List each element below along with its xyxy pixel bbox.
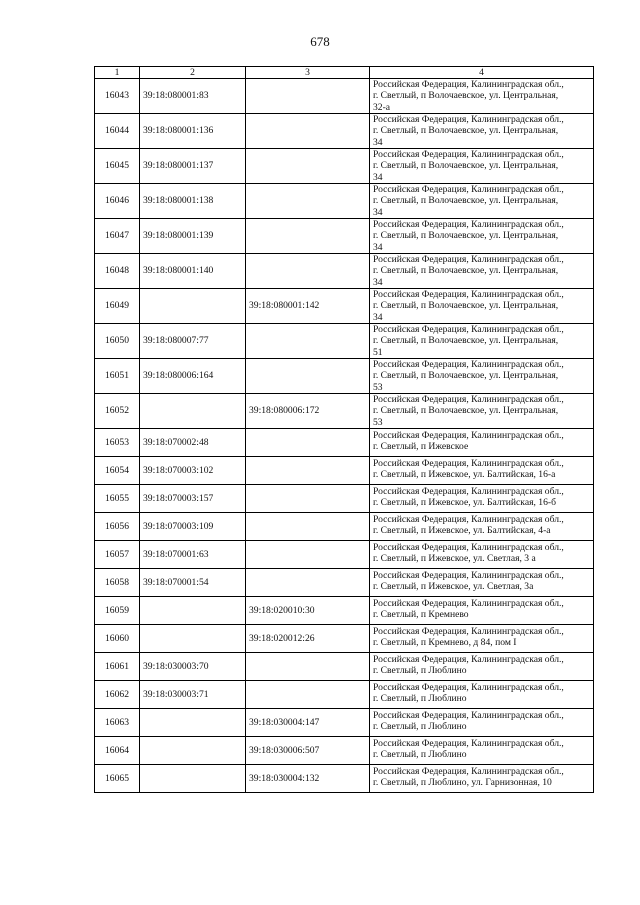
cadastral-number-cell: 39:18:030003:71 (140, 681, 246, 709)
address-cell (370, 254, 594, 289)
address-line: г. Светлый, п Волочаевское, ул. Центральная, (373, 370, 559, 382)
table-header-row (95, 67, 594, 79)
address-cell (370, 359, 594, 394)
cadastral-number-cell: 39:18:080001:136 (140, 114, 246, 149)
table-row (95, 541, 594, 569)
table-row (95, 429, 594, 457)
cadastral-number-alt-cell: 39:18:080006:172 (246, 394, 370, 429)
table-row (95, 254, 594, 289)
address-line: 34 (373, 171, 383, 183)
address-cell (370, 625, 594, 653)
column-header: 2 (140, 67, 246, 79)
table-row (95, 681, 594, 709)
row-number-cell: 16045 (95, 149, 140, 184)
cadastral-number-cell: 39:18:070001:63 (140, 541, 246, 569)
cadastral-number-alt-cell (246, 359, 370, 394)
table-row (95, 569, 594, 597)
address-line: Российская Федерация, Калининградская обл., (373, 626, 564, 637)
cadastral-number-alt-cell (246, 681, 370, 709)
cadastral-number-cell (140, 289, 246, 324)
table-row (95, 149, 594, 184)
address-cell (370, 149, 594, 184)
address-line: Российская Федерация, Калининградская обл., (373, 324, 564, 335)
address-line: Российская Федерация, Калининградская обл., (373, 79, 564, 90)
table-row (95, 359, 594, 394)
address-cell (370, 597, 594, 625)
address-cell (370, 219, 594, 254)
table-row (95, 219, 594, 254)
address-line: 34 (373, 241, 383, 253)
address-line: Российская Федерация, Калининградская обл., (373, 514, 564, 525)
address-line: Российская Федерация, Калининградская обл., (373, 682, 564, 693)
address-line: 34 (373, 311, 383, 323)
cadastral-number-cell: 39:18:070003:102 (140, 457, 246, 485)
address-line: г. Светлый, п Ижевское, ул. Светлая, 3а (373, 581, 534, 593)
cadastral-number-alt-cell: 39:18:030004:132 (246, 765, 370, 793)
address-line: г. Светлый, п Ижевское, ул. Светлая, 3 а (373, 553, 536, 565)
address-line: Российская Федерация, Калининградская обл., (373, 254, 564, 265)
cadastral-number-alt-cell: 39:18:020012:26 (246, 625, 370, 653)
table-row (95, 324, 594, 359)
cadastral-number-cell: 39:18:080001:139 (140, 219, 246, 254)
address-line: Российская Федерация, Калининградская обл., (373, 458, 564, 469)
address-line: г. Светлый, п Волочаевское, ул. Центральная, (373, 125, 559, 137)
cadastral-number-cell (140, 709, 246, 737)
cadastral-number-alt-cell: 39:18:080001:142 (246, 289, 370, 324)
cadastral-number-alt-cell (246, 149, 370, 184)
row-number-cell: 16054 (95, 457, 140, 485)
cadastral-number-alt-cell (246, 79, 370, 114)
row-number-cell: 16053 (95, 429, 140, 457)
table-row (95, 114, 594, 149)
cadastral-number-alt-cell: 39:18:020010:30 (246, 597, 370, 625)
cadastral-number-alt-cell (246, 653, 370, 681)
address-line: г. Светлый, п Волочаевское, ул. Центральная, (373, 300, 559, 312)
table-row (95, 485, 594, 513)
cadastral-number-cell: 39:18:070003:109 (140, 513, 246, 541)
address-line: Российская Федерация, Калининградская обл., (373, 114, 564, 125)
cadastral-number-alt-cell (246, 114, 370, 149)
address-cell (370, 394, 594, 429)
row-number-cell: 16055 (95, 485, 140, 513)
table-row (95, 737, 594, 765)
column-header: 3 (246, 67, 370, 79)
address-line: г. Светлый, п Ижевское, ул. Балтийская, 4-а (373, 525, 551, 537)
cadastral-number-cell (140, 625, 246, 653)
address-cell (370, 765, 594, 793)
address-line: Российская Федерация, Калининградская обл., (373, 542, 564, 553)
address-line: г. Светлый, п Люблино (373, 693, 467, 705)
address-line: г. Светлый, п Ижевское, ул. Балтийская, 16-а (373, 469, 556, 481)
cadastral-number-cell: 39:18:080001:137 (140, 149, 246, 184)
cadastral-number-alt-cell (246, 254, 370, 289)
table-row (95, 457, 594, 485)
row-number-cell: 16051 (95, 359, 140, 394)
cadastral-number-alt-cell (246, 569, 370, 597)
row-number-cell: 16064 (95, 737, 140, 765)
table-row (95, 79, 594, 114)
row-number-cell: 16044 (95, 114, 140, 149)
address-cell (370, 457, 594, 485)
address-line: г. Светлый, п Волочаевское, ул. Центральная, (373, 160, 559, 172)
table-body (95, 79, 594, 793)
address-cell (370, 513, 594, 541)
cadastral-number-cell: 39:18:080001:138 (140, 184, 246, 219)
address-line: г. Светлый, п Волочаевское, ул. Центральная, (373, 195, 559, 207)
address-line: 51 (373, 346, 383, 358)
address-line: Российская Федерация, Калининградская обл., (373, 394, 564, 405)
address-line: Российская Федерация, Калининградская обл., (373, 766, 564, 777)
address-line: г. Светлый, п Кремнево, д 84, пом I (373, 637, 517, 649)
cadastral-number-alt-cell (246, 457, 370, 485)
address-line: г. Светлый, п Волочаевское, ул. Центральная, (373, 90, 559, 102)
address-cell (370, 289, 594, 324)
row-number-cell: 16061 (95, 653, 140, 681)
cadastral-number-cell: 39:18:070003:157 (140, 485, 246, 513)
cadastral-number-cell: 39:18:070001:54 (140, 569, 246, 597)
address-cell (370, 653, 594, 681)
row-number-cell: 16046 (95, 184, 140, 219)
address-line: г. Светлый, п Волочаевское, ул. Центральная, (373, 335, 559, 347)
row-number-cell: 16060 (95, 625, 140, 653)
table-row (95, 513, 594, 541)
table-row (95, 184, 594, 219)
cadastral-number-alt-cell (246, 485, 370, 513)
cadastral-number-cell (140, 597, 246, 625)
cadastral-number-cell: 39:18:080001:83 (140, 79, 246, 114)
address-cell (370, 737, 594, 765)
row-number-cell: 16058 (95, 569, 140, 597)
address-cell (370, 709, 594, 737)
address-line: Российская Федерация, Калининградская обл., (373, 219, 564, 230)
address-line: г. Светлый, п Волочаевское, ул. Центральная, (373, 405, 559, 417)
address-cell (370, 324, 594, 359)
address-cell (370, 79, 594, 114)
address-line: Российская Федерация, Калининградская обл., (373, 359, 564, 370)
row-number-cell: 16049 (95, 289, 140, 324)
address-cell (370, 485, 594, 513)
address-line: Российская Федерация, Калининградская обл., (373, 654, 564, 665)
row-number-cell: 16047 (95, 219, 140, 254)
address-line: Российская Федерация, Калининградская обл., (373, 598, 564, 609)
cadastral-number-alt-cell (246, 429, 370, 457)
address-line: Российская Федерация, Калининградская обл., (373, 570, 564, 581)
address-cell (370, 429, 594, 457)
cadastral-number-alt-cell: 39:18:030004:147 (246, 709, 370, 737)
address-line: 32-а (373, 101, 391, 113)
row-number-cell: 16043 (95, 79, 140, 114)
address-cell (370, 541, 594, 569)
cadastral-number-alt-cell (246, 324, 370, 359)
row-number-cell: 16059 (95, 597, 140, 625)
cadastral-number-alt-cell (246, 219, 370, 254)
row-number-cell: 16050 (95, 324, 140, 359)
table-row (95, 289, 594, 324)
address-line: г. Светлый, п Люблино (373, 665, 467, 677)
cadastral-number-cell (140, 737, 246, 765)
cadastral-number-alt-cell: 39:18:030006:507 (246, 737, 370, 765)
address-line: г. Светлый, п Люблино (373, 749, 467, 761)
cadastral-number-cell: 39:18:030003:70 (140, 653, 246, 681)
address-line: 53 (373, 381, 383, 393)
row-number-cell: 16056 (95, 513, 140, 541)
table-row (95, 394, 594, 429)
address-line: 34 (373, 276, 383, 288)
address-line: г. Светлый, п Волочаевское, ул. Центральная, (373, 230, 559, 242)
address-line: г. Светлый, п Ижевское (373, 441, 469, 453)
address-line: 34 (373, 206, 383, 218)
table-row (95, 709, 594, 737)
table-row (95, 653, 594, 681)
address-line: г. Светлый, п Люблино, ул. Гарнизонная, 10 (373, 777, 552, 789)
address-line: Российская Федерация, Калининградская обл., (373, 430, 564, 441)
table-row (95, 765, 594, 793)
cadastral-number-alt-cell (246, 513, 370, 541)
registry-table (94, 66, 594, 793)
cadastral-number-cell: 39:18:080007:77 (140, 324, 246, 359)
cadastral-number-alt-cell (246, 541, 370, 569)
address-cell (370, 569, 594, 597)
cadastral-number-cell (140, 394, 246, 429)
row-number-cell: 16048 (95, 254, 140, 289)
address-line: г. Светлый, п Ижевское, ул. Балтийская, 16-б (373, 497, 556, 509)
table-row (95, 597, 594, 625)
page-number: 678 (310, 34, 330, 49)
address-line: Российская Федерация, Калининградская обл., (373, 486, 564, 497)
address-line: Российская Федерация, Калининградская обл., (373, 738, 564, 749)
address-cell (370, 184, 594, 219)
row-number-cell: 16057 (95, 541, 140, 569)
address-line: 34 (373, 136, 383, 148)
row-number-cell: 16062 (95, 681, 140, 709)
address-line: Российская Федерация, Калининградская обл., (373, 184, 564, 195)
table-row (95, 625, 594, 653)
cadastral-number-cell (140, 765, 246, 793)
row-number-cell: 16065 (95, 765, 140, 793)
address-line: Российская Федерация, Калининградская обл., (373, 289, 564, 300)
address-line: Российская Федерация, Калининградская обл., (373, 710, 564, 721)
row-number-cell: 16052 (95, 394, 140, 429)
address-line: г. Светлый, п Люблино (373, 721, 467, 733)
address-line: Российская Федерация, Калининградская обл., (373, 149, 564, 160)
column-header: 4 (370, 67, 594, 79)
address-line: г. Светлый, п Кремнево (373, 609, 469, 621)
cadastral-number-cell: 39:18:080001:140 (140, 254, 246, 289)
address-cell (370, 114, 594, 149)
row-number-cell: 16063 (95, 709, 140, 737)
cadastral-number-cell: 39:18:080006:164 (140, 359, 246, 394)
cadastral-number-cell: 39:18:070002:48 (140, 429, 246, 457)
column-header: 1 (95, 67, 140, 79)
cadastral-number-alt-cell (246, 184, 370, 219)
address-line: г. Светлый, п Волочаевское, ул. Центральная, (373, 265, 559, 277)
address-line: 53 (373, 416, 383, 428)
address-cell (370, 681, 594, 709)
